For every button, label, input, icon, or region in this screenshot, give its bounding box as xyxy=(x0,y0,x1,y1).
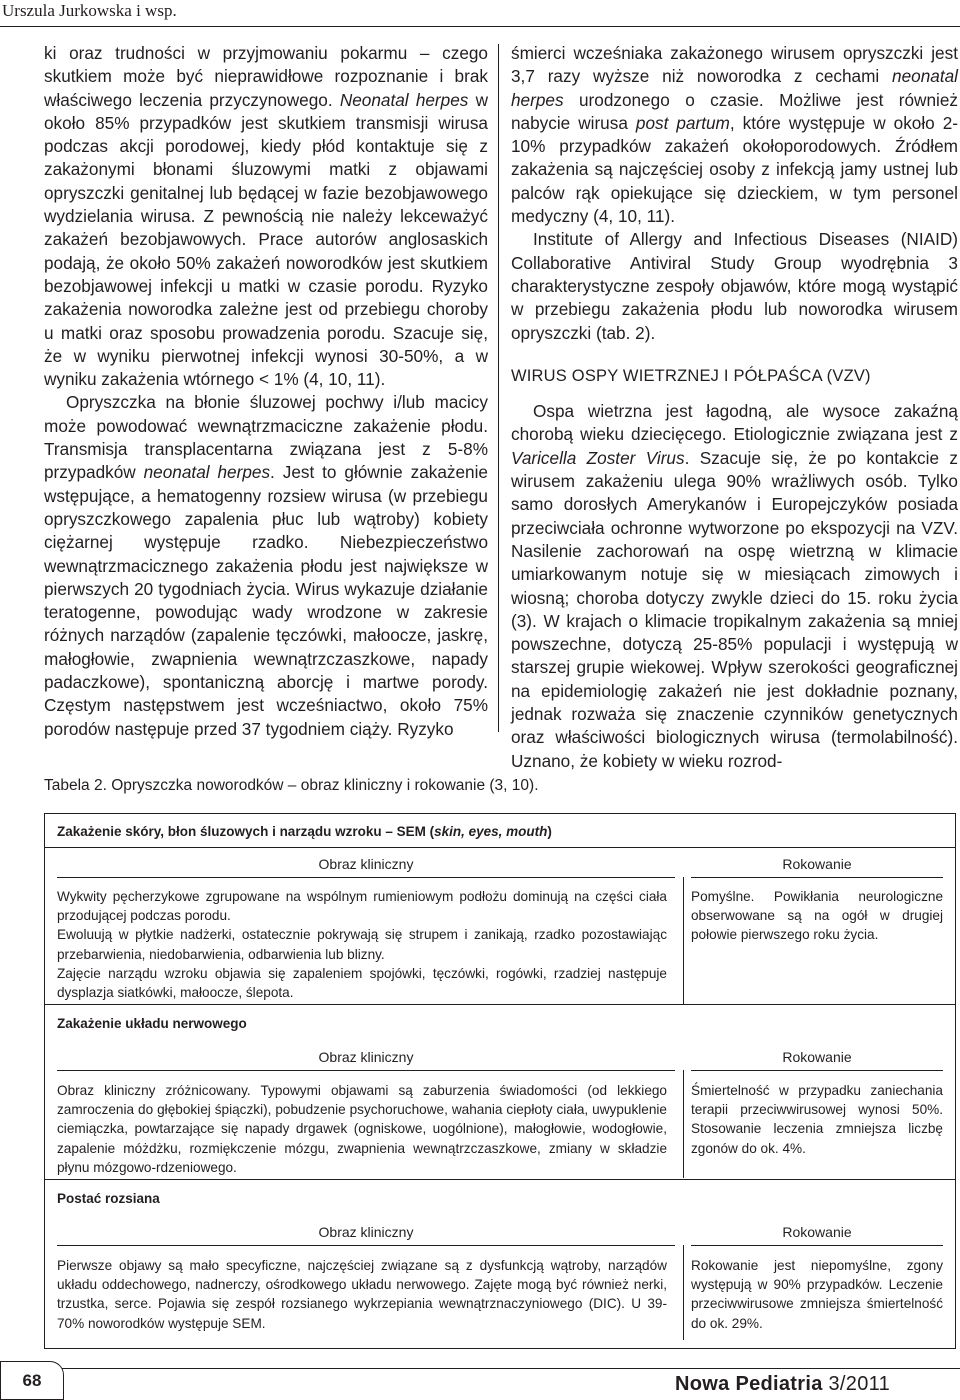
right-paragraph-2: Institute of Allergy and Infectious Diseases (NIAID) Collaborative Antiviral Study Group wyodrębnia 3 charakterystyczne zespoły objawów, które mogą wystąpić w przebiegu zakażenia płodu lub noworodka wirusem opryszczki (tab. 2). xyxy=(511,229,958,343)
table-rule xyxy=(57,877,675,878)
table-rule xyxy=(57,1245,675,1246)
table-rule xyxy=(691,1245,943,1246)
header-rule xyxy=(0,26,960,27)
left-column xyxy=(44,42,488,741)
table-section-title-disseminated: Postać rozsiana xyxy=(57,1191,160,1206)
left-paragraph-1: ki oraz trudności w przyjmowaniu pokarmu – czego skutkiem może być nieprawidłowe rozpoznanie i brak właściwego leczenia przyczynowego. Neonatal herpes w około 85% przypadków jest skutkiem transmisji wirusa podczas akcji porodowej, kiedy płód kontaktuje się z zakażonymi błonami śluzowymi matki z objawami opryszczki genitalnej lub będącej w fazie bezobjawowego wydzielania wirusa. Z pewnością nie należy lekceważyć zakażeń bezobjawowych. Prace autorów anglosaskich podają, że około 50% zakażeń noworodków jest skutkiem bezobjawowej infekcji u matki w czasie porodu. Ryzyko zakażenia noworodka zależne jest od przebiegu choroby u matki oraz sposobu prowadzenia porodu. Szacuje się, że w wyniku pierwotnej infekcji wynosi 30-50%, a w wyniku zakażenia wtórnego < 1% (4, 10, 11). xyxy=(44,43,488,390)
table-section-title-sem: Zakażenie skóry, błon śluzowych i narządu wzroku – SEM (skin, eyes, mouth) xyxy=(57,824,552,839)
table-cell-prognosis: Śmiertelność w przypadku zaniechania terapii przeciwwirusowej wynosi 50%. Stosowanie leczenia zmniejsza liczbę zgonów do ok. 4%. xyxy=(691,1083,943,1156)
table-cell-clinical: Pierwsze objawy są mało specyficzne, najczęściej związane są z dysfunkcją wątroby, narządów układu oddechowego, nadnerczy, ośrodkowego układu nerwowego. Zajęte mogą być również nerki, trzustka, serce. Pojawia się zespół rozsianego wykrzepiania wewnątrznaczyniowego (DIC). U 39-70% noworodków występuje SEM. xyxy=(57,1258,667,1331)
table-rule xyxy=(45,1004,955,1005)
table-cell-prognosis: Pomyślne. Powikłania neurologiczne obserwowane są na ogół w drugiej połowie pierwszego roku życia. xyxy=(691,889,943,943)
right-paragraph-1: śmierci wcześniaka zakażonego wirusem opryszczki jest 3,7 razy wyższe niż noworodka z cechami neonatal herpes urodzonego o czasie. Możliwe jest również nabycie wirusa post partum, które występuje w około 2-10% przypadków zakażeń okołoporodowych. Źródłem zakażenia są najczęściej osoby z infekcją jamy ustnej lub palców rąk opiekujące się dzieckiem, w tym personel medyczny (4, 10, 11). xyxy=(511,43,958,227)
table-rule xyxy=(691,877,943,878)
table-rule xyxy=(691,1070,943,1071)
table-column-divider xyxy=(683,877,684,1004)
table-section-title-cns: Zakażenie układu nerwowego xyxy=(57,1016,247,1031)
table-rule xyxy=(57,1070,675,1071)
table-cell-prognosis: Rokowanie jest niepomyślne, zgony występują w 90% przypadków. Leczenie przeciwwirusowe zmniejsza śmiertelność do ok. 29%. xyxy=(691,1258,943,1331)
running-header-authors: Urszula Jurkowska i wsp. xyxy=(2,1,177,20)
left-paragraph-2: Opryszczka na błonie śluzowej pochwy i/lub macicy może powodować wewnątrzmaciczne zakażenie płodu. Transmisja transplacentarna związana jest z 5-8% przypadków neonatal herpes. Jest to głównie zakażenie wstępujące, a hematogenny rozsiew wirusa (w przebiegu opryszczkowego zapalenia płuc lub wątroby) kobiety ciężarnej występuje rzadko. Niebezpieczeństwo wewnątrzmacicznego zakażenia płodu jest największe w pierwszych 20 tygodniach życia. Wirus wykazuje działanie teratogenne, powodując wady wrodzone w zakresie różnych narządów (zapalenie tęczówki, małoocze, jaskrę, małogłowie, zwapnienia wewnątrzczaszkowe, napady padaczkowe), spontaniczną aborcję i martwe porody. Częstym następstwem jest wcześniactwo, około 75% porodów następuje przed 37 tygodniem ciąży. Ryzyko xyxy=(44,392,488,739)
column-header-clinical: Obraz kliniczny xyxy=(318,1224,414,1240)
table-caption: Tabela 2. Opryszczka noworodków – obraz kliniczny i rokowanie (3, 10). xyxy=(44,777,539,794)
table-cell-clinical: Obraz kliniczny zróżnicowany. Typowymi objawami są zaburzenia świadomości (od lekkiego zamroczenia do głębokiej śpiączki), pobudzenie psychoruchowe, wahania ciepłoty ciała, uwypuklenie ciemiączka, powtarzające się napady drgawek (ogniskowe, uogólnione), małogłowie, wodogłowie, zapalenie móżdżku, rozmiękczenie mózgu, zwapnienia wewnątrzczaszkowe, zmiany w składzie płynu mózgowo-rdzeniowego. xyxy=(57,1083,667,1175)
footer-rule xyxy=(0,1368,960,1369)
table-column-divider xyxy=(683,1245,684,1340)
column-header-prognosis: Rokowanie xyxy=(782,856,852,872)
column-header-clinical: Obraz kliniczny xyxy=(318,1049,414,1065)
table-rule xyxy=(45,847,955,848)
right-paragraph-3: Ospa wietrzna jest łagodną, ale wysoce zakaźną chorobą wieku dziecięcego. Etiologicznie związana jest z Varicella Zoster Virus. Szacuje się, że po kontakcie z wirusem zakażeniu ulega 90% wrażliwych osób. Tylko samo dorosłych Amerykanów i Europejczyków posiada przeciwciała ochronne wytworzone po ekspozycji na VZV. Nasilenie zachorowań na ospę wietrzną w klimacie umiarkowanym notuje się w miesiącach zimowych i wiosną; choroba dotyczy zwykle dzieci do 15. roku życia (3). W krajach o klimacie tropikalnym zakażenia są mniej powszechne, dotyczą 25-85% populacji i występują w starszej grupie wiekowej. Wpływ szerokości geograficznej na epidemiologię zakażeń nie jest dokładnie poznany, jednak rozważa się znaczenie czynników genetycznych oraz właściwości biologicznych wirusa (termolabilność). Uznano, że kobiety w wieku rozrod- xyxy=(511,401,958,771)
page-number: 68 xyxy=(0,1361,64,1400)
column-header-prognosis: Rokowanie xyxy=(782,1049,852,1065)
table-2 xyxy=(44,813,956,1349)
table-rule xyxy=(45,1179,955,1180)
column-header-prognosis: Rokowanie xyxy=(782,1224,852,1240)
right-column xyxy=(511,42,958,773)
table-column-divider xyxy=(683,1070,684,1178)
section-heading-vzv: WIRUS OSPY WIETRZNEJ I PÓŁPAŚCA (VZV) xyxy=(511,366,871,385)
column-divider xyxy=(498,44,499,732)
journal-name: Nowa Pediatria 3/2011 xyxy=(675,1373,890,1395)
table-cell-clinical: Wykwity pęcherzykowe zgrupowane na wspólnym rumieniowym podłożu dominują na części ciała przodującej podczas porodu. Ewoluują w płytkie nadżerki, ostatecznie pokrywają się strupem i zanikają, rzadko pozostawiając przebarwienia, niedobarwienia, odbarwienia lub blizny. Zajęcie narządu wzroku objawia się zapaleniem spojówki, tęczówki, rogówki, rzadziej następuje dysplazja siatkówki, małoocze, ślepota. xyxy=(57,889,667,1001)
column-header-clinical: Obraz kliniczny xyxy=(318,856,414,872)
